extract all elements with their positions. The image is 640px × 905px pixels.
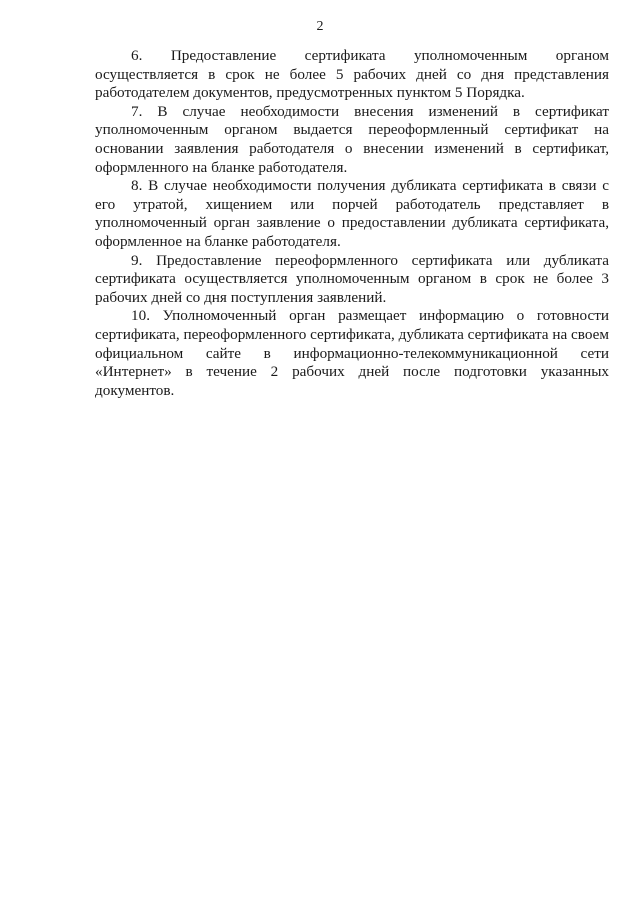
paragraph-9: 9. Предоставление переоформленного сертификата или дубликата сертификата осуществляется уполномоченным органом в срок не более 3 рабочих дней со дня поступления заявлений. [95,251,609,306]
paragraph-10: 10. Уполномоченный орган размещает информацию о готовности сертификата, переоформленного сертификата, дубликата сертификата на своем официальном сайте в информационно-телекоммуникационной сети «Интернет» в течение 2 рабочих дней после подготовки указанных документов. [95,307,609,399]
paragraph-6: 6. Предоставление сертификата уполномоченным органом осуществляется в срок не более 5 рабочих дней со дня представления работодателем документов, предусмотренных пунктом 5 Порядка. [95,47,609,102]
document-body [95,47,609,400]
page-number: 2 [316,19,324,34]
paragraph-7: 7. В случае необходимости внесения изменений в сертификат уполномоченным органом выдается переоформленный сертификат на основании заявления работодателя о внесении изменений в сертификат, оформленного на бланке работодателя. [95,102,609,176]
paragraph-8: 8. В случае необходимости получения дубликата сертификата в связи с его утратой, хищением или порчей работодатель представляет в уполномоченный орган заявление о предоставлении дубликата сертификата, оформленное на бланке работодателя. [95,177,609,250]
